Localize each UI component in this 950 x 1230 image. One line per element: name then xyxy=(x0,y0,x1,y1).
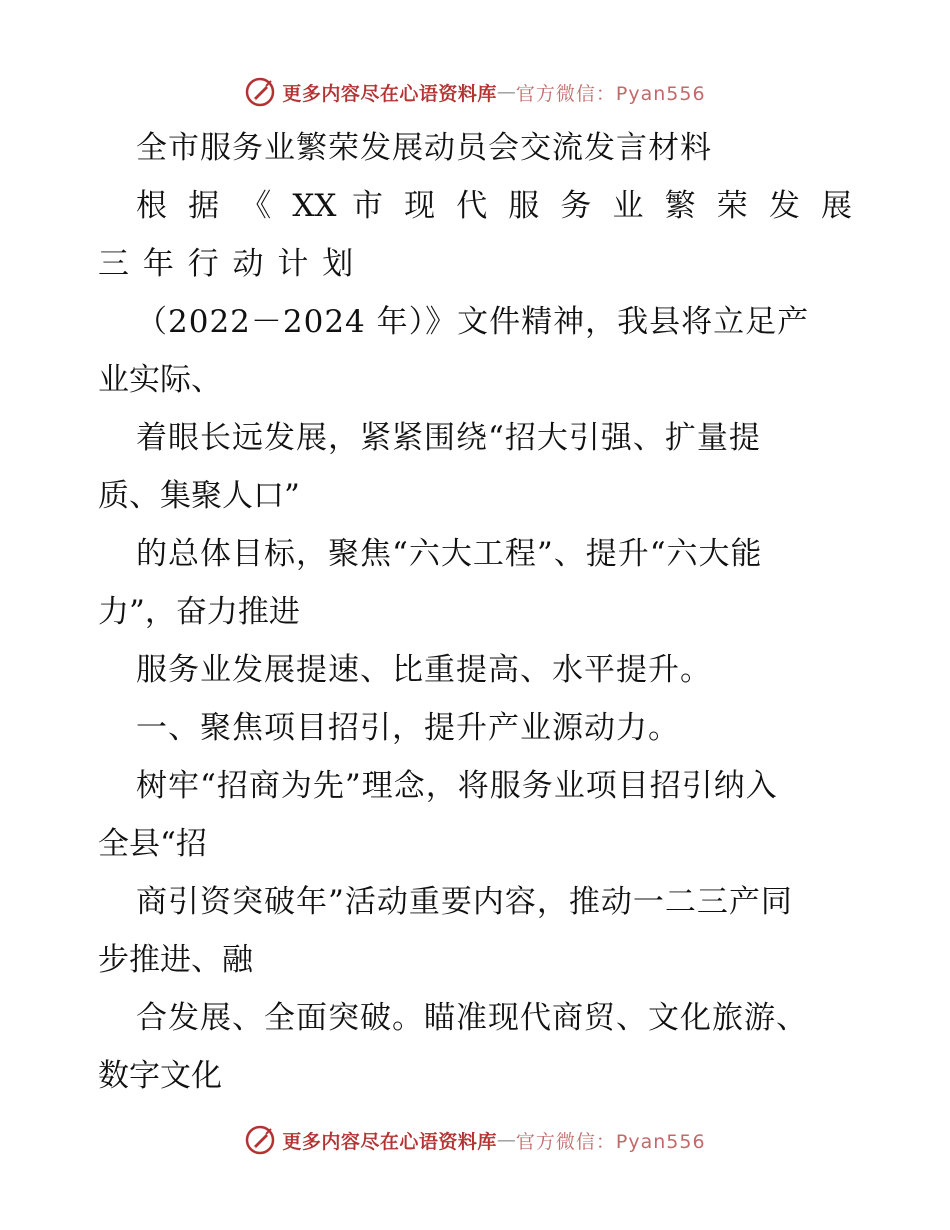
watermark-dash: — xyxy=(496,81,516,103)
quill-logo-icon xyxy=(244,1124,276,1156)
paragraph-line: 全县“招 xyxy=(98,826,207,862)
paragraph-line: 的总体目标，聚焦“六大工程”、提升“六大能 xyxy=(136,536,763,572)
paragraph-line: 根 据 《 XX 市 现 代 服 务 业 繁 荣 发 展 xyxy=(136,188,852,224)
paragraph-line: 合发展、全面突破。瞄准现代商贸、文化旅游、 xyxy=(136,1000,808,1036)
paragraph-line: 业实际、 xyxy=(98,362,222,398)
paragraph-line: 商引资突破年”活动重要内容，推动一二三产同 xyxy=(136,884,793,920)
watermark-site-name: 更多内容尽在心语资料库 xyxy=(282,82,497,105)
paragraph-line: 步推进、融 xyxy=(98,942,253,978)
watermark-wechat: 官方微信：Pyan556 xyxy=(515,82,706,105)
quill-logo-icon xyxy=(244,76,276,108)
paragraph-line: （2022－2024 年）》文件精神，我县将立足产 xyxy=(136,304,810,340)
watermark-site-name: 更多内容尽在心语资料库 xyxy=(282,1130,497,1153)
paragraph-line: 质、集聚人口” xyxy=(98,478,300,514)
paragraph-line: 树牢“招商为先”理念，将服务业项目招引纳入 xyxy=(136,768,778,804)
watermark-wechat: 官方微信：Pyan556 xyxy=(515,1130,706,1153)
footer-watermark xyxy=(0,1120,950,1160)
header-watermark xyxy=(0,72,950,112)
paragraph-line: 服务业发展提速、比重提高、水平提升。 xyxy=(136,652,712,688)
section-heading: 一、聚焦项目招引，提升产业源动力。 xyxy=(136,710,680,746)
paragraph-line: 力”，奋力推进 xyxy=(98,594,300,630)
watermark-dash: — xyxy=(496,1129,516,1151)
paragraph-line: 三 年 行 动 计 划 xyxy=(98,246,356,282)
paragraph-line: 着眼长远发展，紧紧围绕“招大引强、扩量提 xyxy=(136,420,761,456)
document-title: 全市服务业繁荣发展动员会交流发言材料 xyxy=(136,130,712,166)
paragraph-line: 数字文化 xyxy=(98,1058,222,1094)
